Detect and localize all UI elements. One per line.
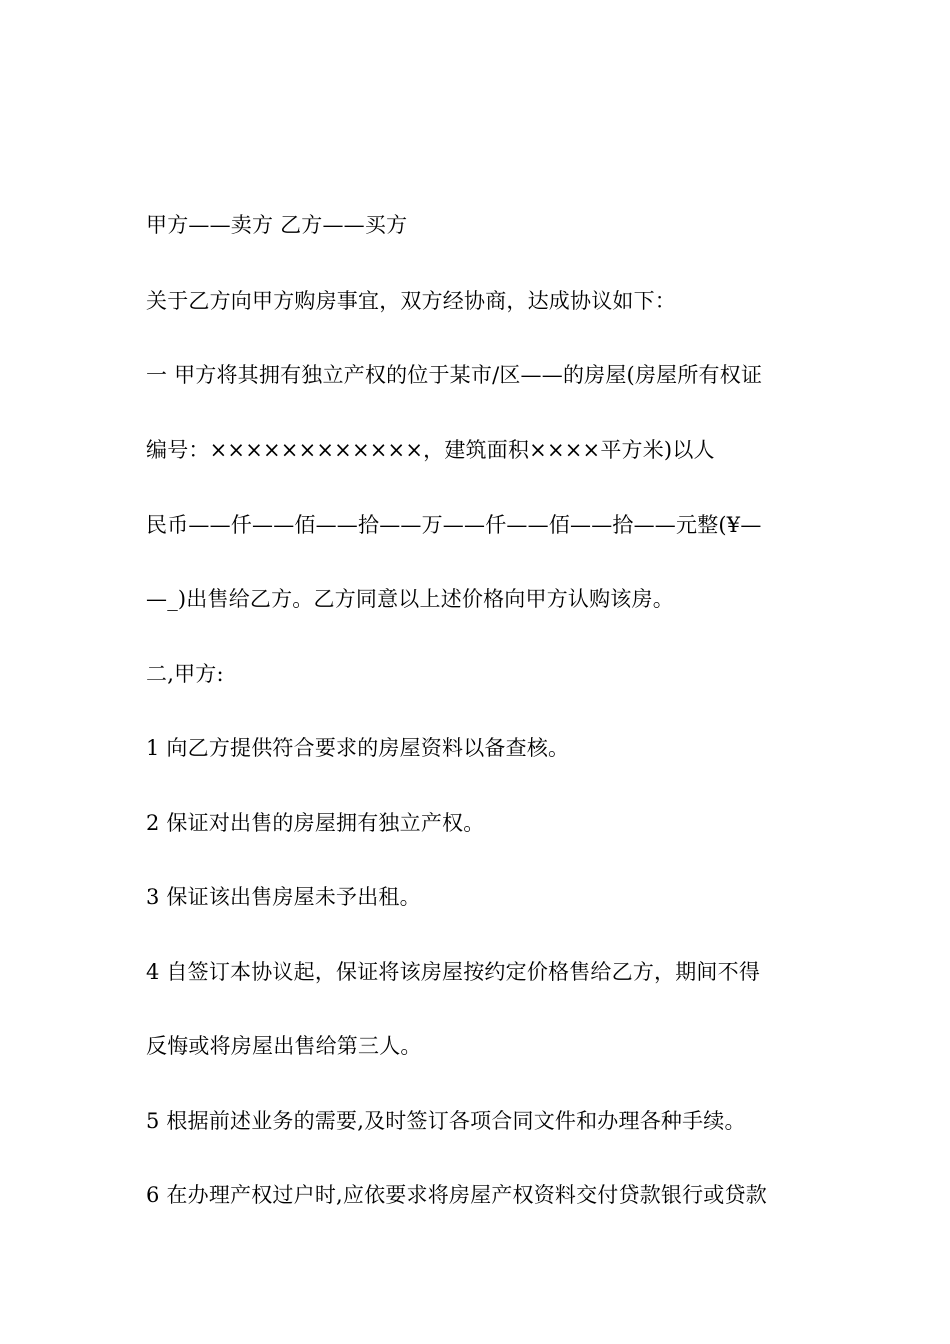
clause-two-heading: 二,甲方: (146, 662, 224, 686)
clause-two-item-1: 1 向乙方提供符合要求的房屋资料以备查核。 (146, 736, 570, 760)
clause-two-item-2: 2 保证对出售的房屋拥有独立产权。 (146, 811, 485, 835)
clause-two-item-4-line-2: 反悔或将房屋出售给第三人。 (146, 1034, 422, 1058)
clause-one-line-3: 民币——仟——佰——拾——万——仟——佰——拾——元整(¥— (146, 513, 762, 537)
clause-two-item-5: 5 根据前述业务的需要,及时签订各项合同文件和办理各种手续。 (146, 1109, 746, 1133)
clause-one-line-4: —_)出售给乙方。乙方同意以上述价格向甲方认购该房。 (146, 587, 674, 611)
party-definition-line: 甲方——卖方 乙方——买方 (146, 213, 408, 237)
clause-one-line-2: 编号：××××××××××××，建筑面积××××平方米)以人 (146, 438, 715, 462)
clause-two-item-4-line-1: 4 自签订本协议起，保证将该房屋按约定价格售给乙方，期间不得 (146, 960, 761, 984)
clause-two-item-6: 6 在办理产权过户时,应依要求将房屋产权资料交付贷款银行或贷款 (146, 1183, 767, 1207)
clause-one-line-1: 一 甲方将其拥有独立产权的位于某市/区——的房屋(房屋所有权证 (146, 363, 763, 387)
clause-two-item-3: 3 保证该出售房屋未予出租。 (146, 885, 421, 909)
agreement-intro-line: 关于乙方向甲方购房事宜，双方经协商，达成协议如下： (146, 289, 676, 313)
